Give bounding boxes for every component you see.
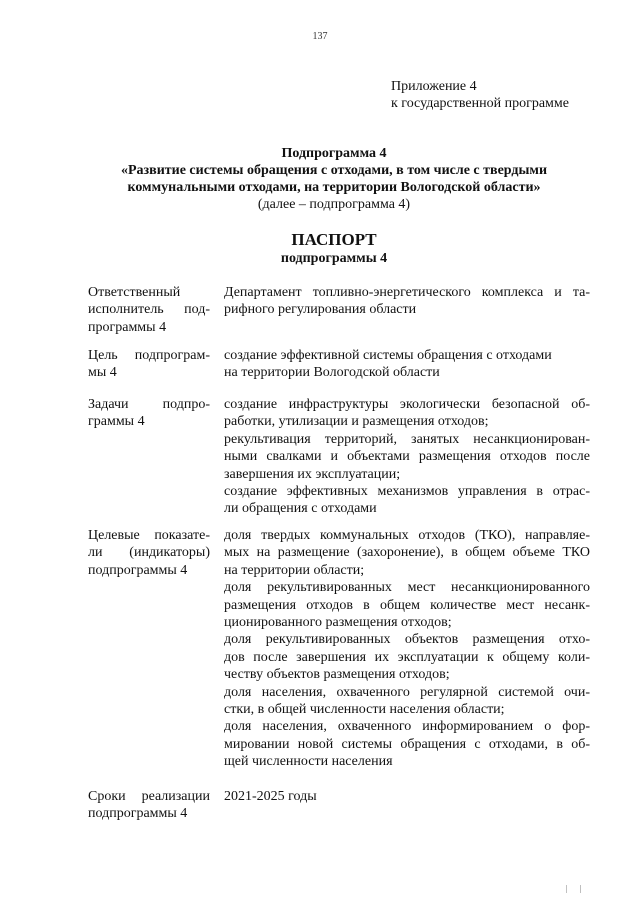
value-line: дов после завершения их эксплуатации к общему коли- (224, 649, 590, 665)
value-line: создание эффективных механизмов управления в отрас- (224, 484, 590, 500)
label-line: подпрограммы 4 (88, 562, 188, 578)
row-value (224, 347, 590, 382)
row-label (88, 284, 210, 336)
value-line: рекультивация территорий, занятых несанкционирован- (224, 431, 590, 447)
label-line: Сроки реализации (88, 789, 210, 804)
value-line: мых на размещение (захоронение), в общем объеме ТКО (224, 545, 590, 561)
label-line: граммы 4 (88, 414, 145, 430)
row-label (88, 396, 210, 431)
value-line: стки, в общей численности населения области; (224, 702, 505, 718)
appendix-line: Приложение 4 (391, 79, 477, 94)
row-label (88, 788, 210, 823)
value-line: ционированного размещения отходов; (224, 615, 452, 631)
value-line: доля населения, охваченного регулярной системой очи- (224, 684, 590, 700)
row-value (224, 284, 590, 319)
value-line: на территории Вологодской области (224, 365, 440, 381)
subprogram-note: (далее – подпрограмма 4) (257, 197, 411, 212)
value-line: завершения их эксплуатации; (224, 466, 401, 482)
label-line: Целевые показате- (88, 528, 210, 543)
value-line: доля населения, охваченного информированием о фор- (224, 719, 590, 735)
value-line: Департамент топливно-энергетического комплекса и та- (224, 285, 590, 300)
label-line: Ответственный (88, 285, 181, 300)
value-line: щей численности населения (224, 754, 393, 770)
row-label (88, 347, 210, 382)
passport-heading (60, 230, 608, 267)
value-line: создание инфраструктуры экологически безопасной об- (224, 397, 590, 412)
value-line: доля твердых коммунальных отходов (ТКО), направляе- (224, 528, 590, 543)
scan-marks: | | (566, 884, 587, 893)
passport-title: ПАСПОРТ (291, 230, 377, 249)
value-line: 2021-2025 годы (224, 789, 317, 804)
label-line: программы 4 (88, 319, 167, 335)
label-line: Цель подпрограм- (88, 348, 210, 363)
subprogram-heading (60, 145, 608, 213)
label-line: Задачи подпро- (88, 397, 210, 412)
value-line: создание эффективной системы обращения с отходами (224, 348, 552, 363)
subprogram-name-line: «Развитие системы обращения с отходами, в том числе с твердыми (120, 163, 548, 178)
value-line: мировании новой системы обращения с отходами, в об- (224, 736, 590, 752)
page-number: 137 (312, 31, 328, 42)
row-value (224, 527, 590, 771)
value-line: ными свалками и объектами размещения отходов после (224, 449, 590, 465)
value-line: рифного регулирования области (224, 302, 417, 318)
value-line: на территории области; (224, 562, 365, 578)
label-line: подпрограммы 4 (88, 806, 188, 822)
value-line: доля рекультивированных объектов размещения отхо- (224, 632, 590, 648)
label-line: ли (индикаторы) (88, 545, 210, 561)
value-line: работки, утилизации и размещения отходов; (224, 414, 489, 430)
row-value (224, 788, 590, 805)
passport-subtitle: подпрограммы 4 (280, 251, 388, 266)
value-line: ли обращения с отходами (224, 501, 377, 517)
value-line: размещения отходов в общем количестве мест несанк- (224, 597, 590, 613)
value-line: честву объектов размещения отходов; (224, 667, 450, 683)
subprogram-name-line: коммунальными отходами, на территории Вологодской области» (127, 180, 541, 195)
subprogram-title: Подпрограмма 4 (281, 146, 387, 161)
value-line: доля рекультивированных мест несанкционированного (224, 580, 590, 596)
appendix-note (391, 78, 569, 112)
row-label (88, 527, 210, 579)
label-line: исполнитель под- (88, 302, 210, 318)
appendix-line: к государственной программе (391, 96, 569, 111)
label-line: мы 4 (88, 365, 117, 381)
row-value (224, 396, 590, 518)
